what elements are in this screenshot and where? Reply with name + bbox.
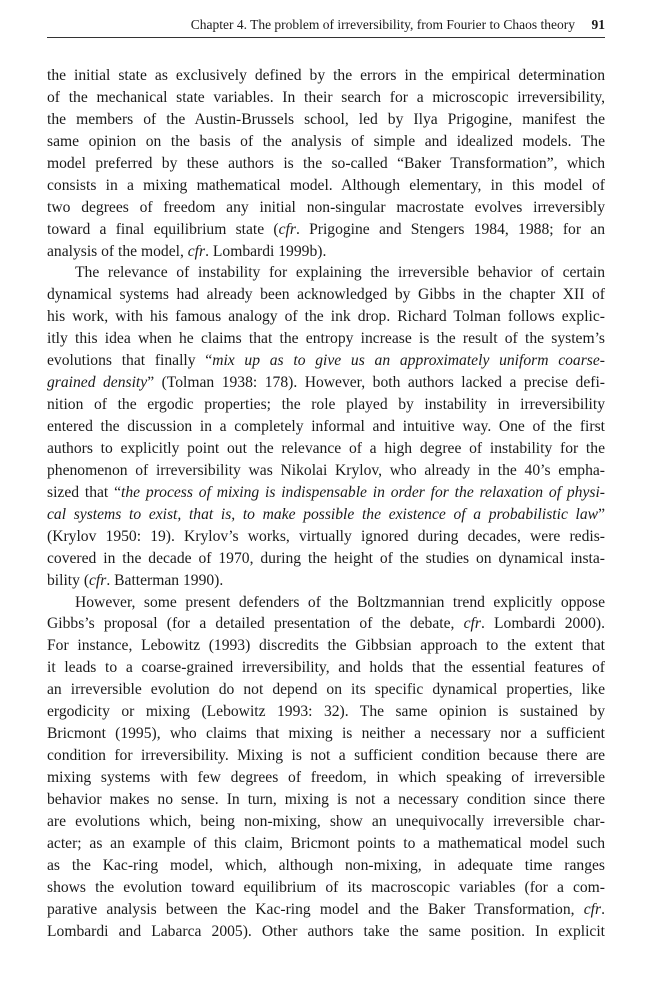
text-run: (Krylov 1950: 19). Krylov’s works, virtually ignored during decades, were redis- [47,527,605,545]
text-line [47,131,605,153]
text-line [47,789,605,811]
text-run: it leads to a coarse-grained irreversibility, and holds that the essential features of [47,659,605,677]
text-run: . Prigogine and Stengers 1984, 1988; for an [295,220,605,238]
italic-text: cfr [463,615,481,633]
text-run: . Lombardi 1999b). [205,242,327,260]
paragraph [47,592,605,943]
text-run: condition for irreversibility. Mixing is not a sufficient condition because there are [47,747,605,765]
paragraph [47,65,605,262]
text-line [47,372,605,394]
text-run: mixing systems with few degrees of freedom, in which speaking of irreversible [47,769,605,786]
text-line [47,460,605,482]
text-line [47,723,605,745]
chapter-title: Chapter 4. The problem of irreversibility, from Fourier to Chaos theory [190,17,575,32]
text-run: behavior makes no sense. In turn, mixing is not a necessary condition since there [47,790,605,808]
text-run: phenomenon of irreversibility was Nikolai Krylov, who already in the 40’s empha- [47,461,605,479]
text-line [47,526,605,548]
text-run: sized that “ [47,483,121,501]
text-line [47,635,605,657]
running-head [47,15,605,38]
italic-text: cfr [278,220,296,238]
text-run: same opinion on the basis of the analysis of simple and idealized models. The [47,132,605,150]
paragraph [47,262,605,591]
text-line [47,657,605,679]
text-run: toward a final equilibrium state ( [47,220,279,238]
text-line [47,350,605,372]
text-line [47,833,605,855]
italic-text: cfr [187,242,206,260]
text-line [47,877,605,899]
text-run: bility ( [47,571,90,589]
text-run: dynamical systems had already been acknowledged by Gibbs in the chapter XII of [47,286,605,304]
text-run: model preferred by these authors is the so-called “Baker Transformation”, which [47,154,605,172]
text-line [47,153,605,175]
text-line [47,767,605,789]
text-run: nition of the ergodic properties; the role played by instability in irreversibility [47,396,605,414]
text-run: . Lombardi 2000). [480,615,605,633]
text-run: the initial state as exclusively defined by the errors in the empirical determination [47,67,605,84]
text-run: consists in a mixing mathematical model. Although elementary, in this model of [47,176,605,194]
text-line [47,745,605,767]
text-line [47,811,605,833]
text-run: ergodicity or mixing (Lebowitz 1993: 32). The same opinion is sustained by [47,703,605,721]
text-run: . Batterman 1990). [106,571,224,589]
text-run: an irreversible evolution do not depend on its specific dynamical properties, like [47,681,605,699]
text-run: covered in the decade of 1970, during the height of the studies on dynamical insta- [47,549,605,567]
text-line [47,65,605,87]
text-line [47,438,605,460]
text-line [47,570,605,592]
italic-text: cal systems to exist, that is, to make possible the existence of a probabilistic law [47,505,599,523]
text-line [47,109,605,131]
text-run: two degrees of freedom any initial non-singular macrostate evolves irreversibly [47,198,605,216]
text-line [47,262,605,284]
text-line [47,416,605,438]
italic-text: grained density [47,374,148,392]
text-run: Lombardi and Labarca 2005). Other authors take the same position. In explicit [47,922,605,940]
text-run: Bricmont (1995), who claims that mixing is neither a necessary nor a sufficient [47,725,605,743]
page-number: 91 [591,17,605,32]
text-line [47,613,605,635]
text-line [47,679,605,701]
text-run: are evolutions which, being non-mixing, show an unequivocally irreversible char- [47,812,605,830]
text-line [47,306,605,328]
text-line [47,197,605,219]
text-line [47,328,605,350]
text-run: The relevance of instability for explaining the irreversible behavior of certain [75,264,605,282]
text-run: ” [598,505,605,523]
text-line [47,87,605,109]
text-line [47,548,605,570]
italic-text: mix up as to give us an approximately uniform coarse- [212,352,605,370]
text-line [47,394,605,416]
text-line [47,241,605,263]
italic-text: the process of mixing is indispensable in order for the relaxation of physi- [121,483,605,501]
text-run: evolutions that finally “ [47,352,213,370]
text-run: entered the discussion in a completely informal and intuitive way. One of the first [47,418,605,435]
text-run: the members of the Austin-Brussels school, led by Ilya Prigogine, manifest the [47,110,605,128]
text-run: his work, with his famous analogy of the ink drop. Richard Tolman follows explic- [47,308,605,326]
text-run: parative analysis between the Kac-ring model and the Baker Transformation, [47,900,584,918]
text-run: shows the evolution toward equilibrium of its macroscopic variables (for a com- [47,878,605,896]
text-line [47,701,605,723]
text-line [47,855,605,877]
text-line [47,592,605,614]
text-line [47,921,605,943]
text-run: However, some present defenders of the Boltzmannian trend explicitly oppose [75,593,605,611]
text-line [47,899,605,921]
text-run: ” (Tolman 1938: 178). However, both authors lacked a precise defi- [147,374,605,392]
italic-text: cfr [583,900,602,918]
italic-text: cfr [89,571,107,589]
text-line [47,482,605,504]
text-line [47,284,605,306]
text-run: authors to explicitly point out the relevance of a high degree of instability for the [47,439,605,457]
text-run: acter; as an example of this claim, Bricmont points to a mathematical model such [47,834,605,852]
text-run: of the mechanical state variables. In their search for a microscopic irreversibility, [47,88,605,106]
text-run: . [601,900,605,918]
text-line [47,219,605,241]
text-run: analysis of the model, [47,242,188,260]
text-line [47,175,605,197]
text-run: Gibbs’s proposal (for a detailed presentation of the debate, [47,615,464,633]
text-run: itly this idea when he claims that the entropy increase is the result of the system’s [47,330,605,348]
text-line [47,504,605,526]
text-run: For instance, Lebowitz (1993) discredits the Gibbsian approach to the extent that [47,637,605,655]
text-run: as the Kac-ring model, which, although non-mixing, in adequate time ranges [47,856,605,874]
body-text [47,65,605,943]
